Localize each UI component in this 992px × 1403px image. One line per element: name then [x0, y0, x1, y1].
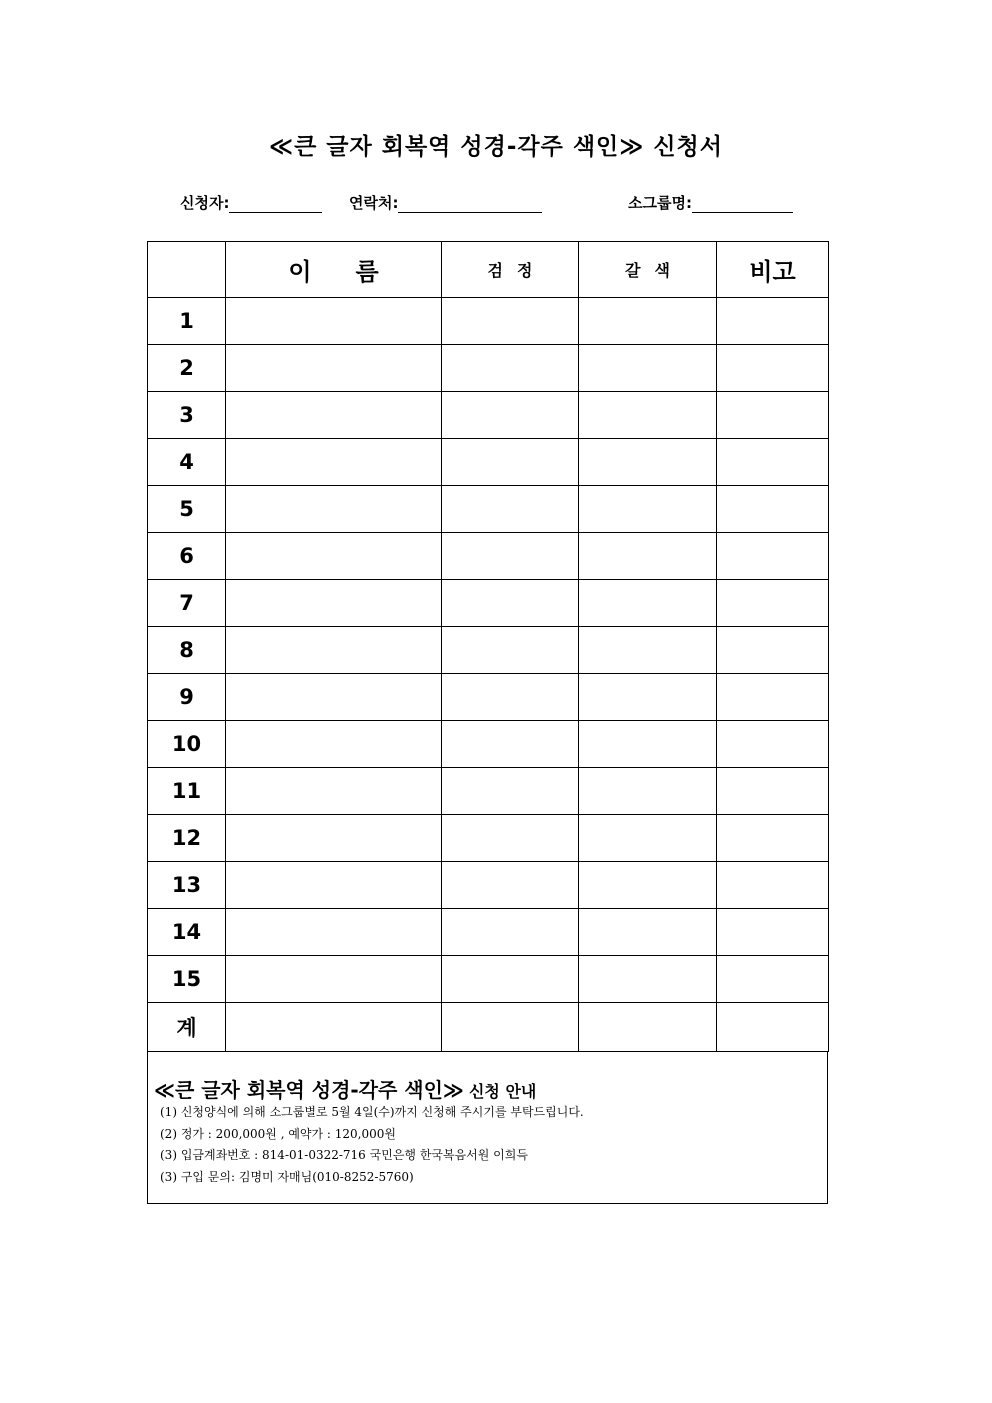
row-number: 14 [148, 909, 226, 956]
table-row [148, 956, 829, 1003]
name-cell[interactable] [226, 627, 442, 674]
black-cell[interactable] [442, 486, 579, 533]
row-number: 7 [148, 580, 226, 627]
note-cell[interactable] [717, 956, 829, 1003]
name-cell[interactable] [226, 439, 442, 486]
black-cell[interactable] [442, 533, 579, 580]
brown-cell[interactable] [579, 345, 717, 392]
header-row [148, 242, 829, 298]
black-cell[interactable] [442, 392, 579, 439]
name-cell[interactable] [226, 768, 442, 815]
note-cell[interactable] [717, 392, 829, 439]
note-cell[interactable] [717, 768, 829, 815]
applicant-field [180, 192, 322, 213]
table-row [148, 439, 829, 486]
row-number: 5 [148, 486, 226, 533]
note-cell[interactable] [717, 439, 829, 486]
brown-cell[interactable] [579, 392, 717, 439]
page-title: ≪큰 글자 회복역 성경-각주 색인≫ 신청서 [268, 134, 723, 160]
brown-cell[interactable] [579, 956, 717, 1003]
header-name [226, 242, 442, 298]
notice-line: (3) 입금계좌번호 : 814-01-0322-716 국민은행 한국복음서원 이희득 [160, 1148, 528, 1162]
header-name-label: 이름 [288, 258, 423, 286]
note-cell[interactable] [717, 815, 829, 862]
name-cell[interactable] [226, 298, 442, 345]
brown-cell[interactable] [579, 627, 717, 674]
contact-field [349, 192, 542, 213]
black-cell[interactable] [442, 580, 579, 627]
notice-title [154, 1074, 536, 1103]
header-brown [579, 242, 717, 298]
table-row [148, 486, 829, 533]
black-cell[interactable] [442, 439, 579, 486]
brown-cell[interactable] [579, 815, 717, 862]
name-cell[interactable] [226, 533, 442, 580]
name-cell[interactable] [226, 580, 442, 627]
note-cell[interactable] [717, 909, 829, 956]
applicant-label: 신청자: [180, 194, 230, 212]
black-cell[interactable] [442, 815, 579, 862]
name-cell[interactable] [226, 486, 442, 533]
table-row [148, 815, 829, 862]
black-cell[interactable] [442, 721, 579, 768]
name-cell[interactable] [226, 392, 442, 439]
name-cell[interactable] [226, 345, 442, 392]
table-row [148, 392, 829, 439]
black-cell[interactable] [442, 768, 579, 815]
table-row [148, 674, 829, 721]
notice-line: (2) 정가 : 200,000원 , 예약가 : 120,000원 [160, 1126, 396, 1141]
application-table [147, 241, 829, 1052]
row-number: 2 [148, 345, 226, 392]
row-number: 10 [148, 721, 226, 768]
header-note-label: 비고 [749, 258, 796, 286]
black-cell[interactable] [442, 345, 579, 392]
notice-box [147, 1052, 828, 1204]
note-cell[interactable] [717, 580, 829, 627]
table-row [148, 768, 829, 815]
note-cell[interactable] [717, 1003, 829, 1052]
row-number: 12 [148, 815, 226, 862]
black-cell[interactable] [442, 862, 579, 909]
table-row [148, 721, 829, 768]
table-row [148, 533, 829, 580]
note-cell[interactable] [717, 345, 829, 392]
header-note [717, 242, 829, 298]
notice-line: (3) 구입 문의: 김명미 자매님(010-8252-5760) [160, 1169, 414, 1184]
name-cell[interactable] [226, 721, 442, 768]
contact-blank[interactable] [398, 194, 542, 213]
applicant-blank[interactable] [229, 194, 322, 213]
note-cell[interactable] [717, 721, 829, 768]
notice-title-main: ≪큰 글자 회복역 성경-각주 색인≫ [154, 1078, 464, 1102]
table-row [148, 862, 829, 909]
name-cell[interactable] [226, 1003, 442, 1052]
black-cell[interactable] [442, 956, 579, 1003]
brown-cell[interactable] [579, 721, 717, 768]
brown-cell[interactable] [579, 768, 717, 815]
row-number: 8 [148, 627, 226, 674]
row-number: 4 [148, 439, 226, 486]
header-corner [148, 242, 226, 298]
black-cell[interactable] [442, 674, 579, 721]
name-cell[interactable] [226, 909, 442, 956]
note-cell[interactable] [717, 298, 829, 345]
row-number: 15 [148, 956, 226, 1003]
brown-cell[interactable] [579, 298, 717, 345]
row-number: 6 [148, 533, 226, 580]
table-row [148, 345, 829, 392]
row-number: 1 [148, 298, 226, 345]
brown-cell[interactable] [579, 533, 717, 580]
notice-lines [160, 1102, 584, 1188]
table-row [148, 909, 829, 956]
row-number: 계 [148, 1003, 226, 1052]
note-cell[interactable] [717, 533, 829, 580]
name-cell[interactable] [226, 674, 442, 721]
note-cell[interactable] [717, 486, 829, 533]
name-cell[interactable] [226, 815, 442, 862]
black-cell[interactable] [442, 1003, 579, 1052]
group-label: 소그룹명: [628, 194, 692, 212]
table-row [148, 580, 829, 627]
header-brown-label: 갈색 [625, 261, 684, 280]
brown-cell[interactable] [579, 1003, 717, 1052]
notice-title-suffix: 신청 안내 [468, 1082, 537, 1101]
brown-cell[interactable] [579, 580, 717, 627]
name-cell[interactable] [226, 956, 442, 1003]
name-cell[interactable] [226, 862, 442, 909]
row-number: 3 [148, 392, 226, 439]
brown-cell[interactable] [579, 909, 717, 956]
black-cell[interactable] [442, 627, 579, 674]
note-cell[interactable] [717, 627, 829, 674]
table-row [148, 627, 829, 674]
total-row [148, 1003, 829, 1052]
brown-cell[interactable] [579, 862, 717, 909]
black-cell[interactable] [442, 298, 579, 345]
brown-cell[interactable] [579, 439, 717, 486]
notice-line: (1) 신청양식에 의해 소그룹별로 5월 4일(수)까지 신청해 주시기를 부탁드립니다. [160, 1105, 584, 1119]
header-black [442, 242, 579, 298]
black-cell[interactable] [442, 909, 579, 956]
brown-cell[interactable] [579, 674, 717, 721]
contact-label: 연락처: [349, 194, 399, 212]
table-row [148, 298, 829, 345]
row-number: 13 [148, 862, 226, 909]
brown-cell[interactable] [579, 486, 717, 533]
row-number: 9 [148, 674, 226, 721]
group-field [628, 192, 793, 213]
note-cell[interactable] [717, 862, 829, 909]
note-cell[interactable] [717, 674, 829, 721]
group-blank[interactable] [692, 194, 793, 213]
header-black-label: 검정 [487, 261, 547, 280]
row-number: 11 [148, 768, 226, 815]
